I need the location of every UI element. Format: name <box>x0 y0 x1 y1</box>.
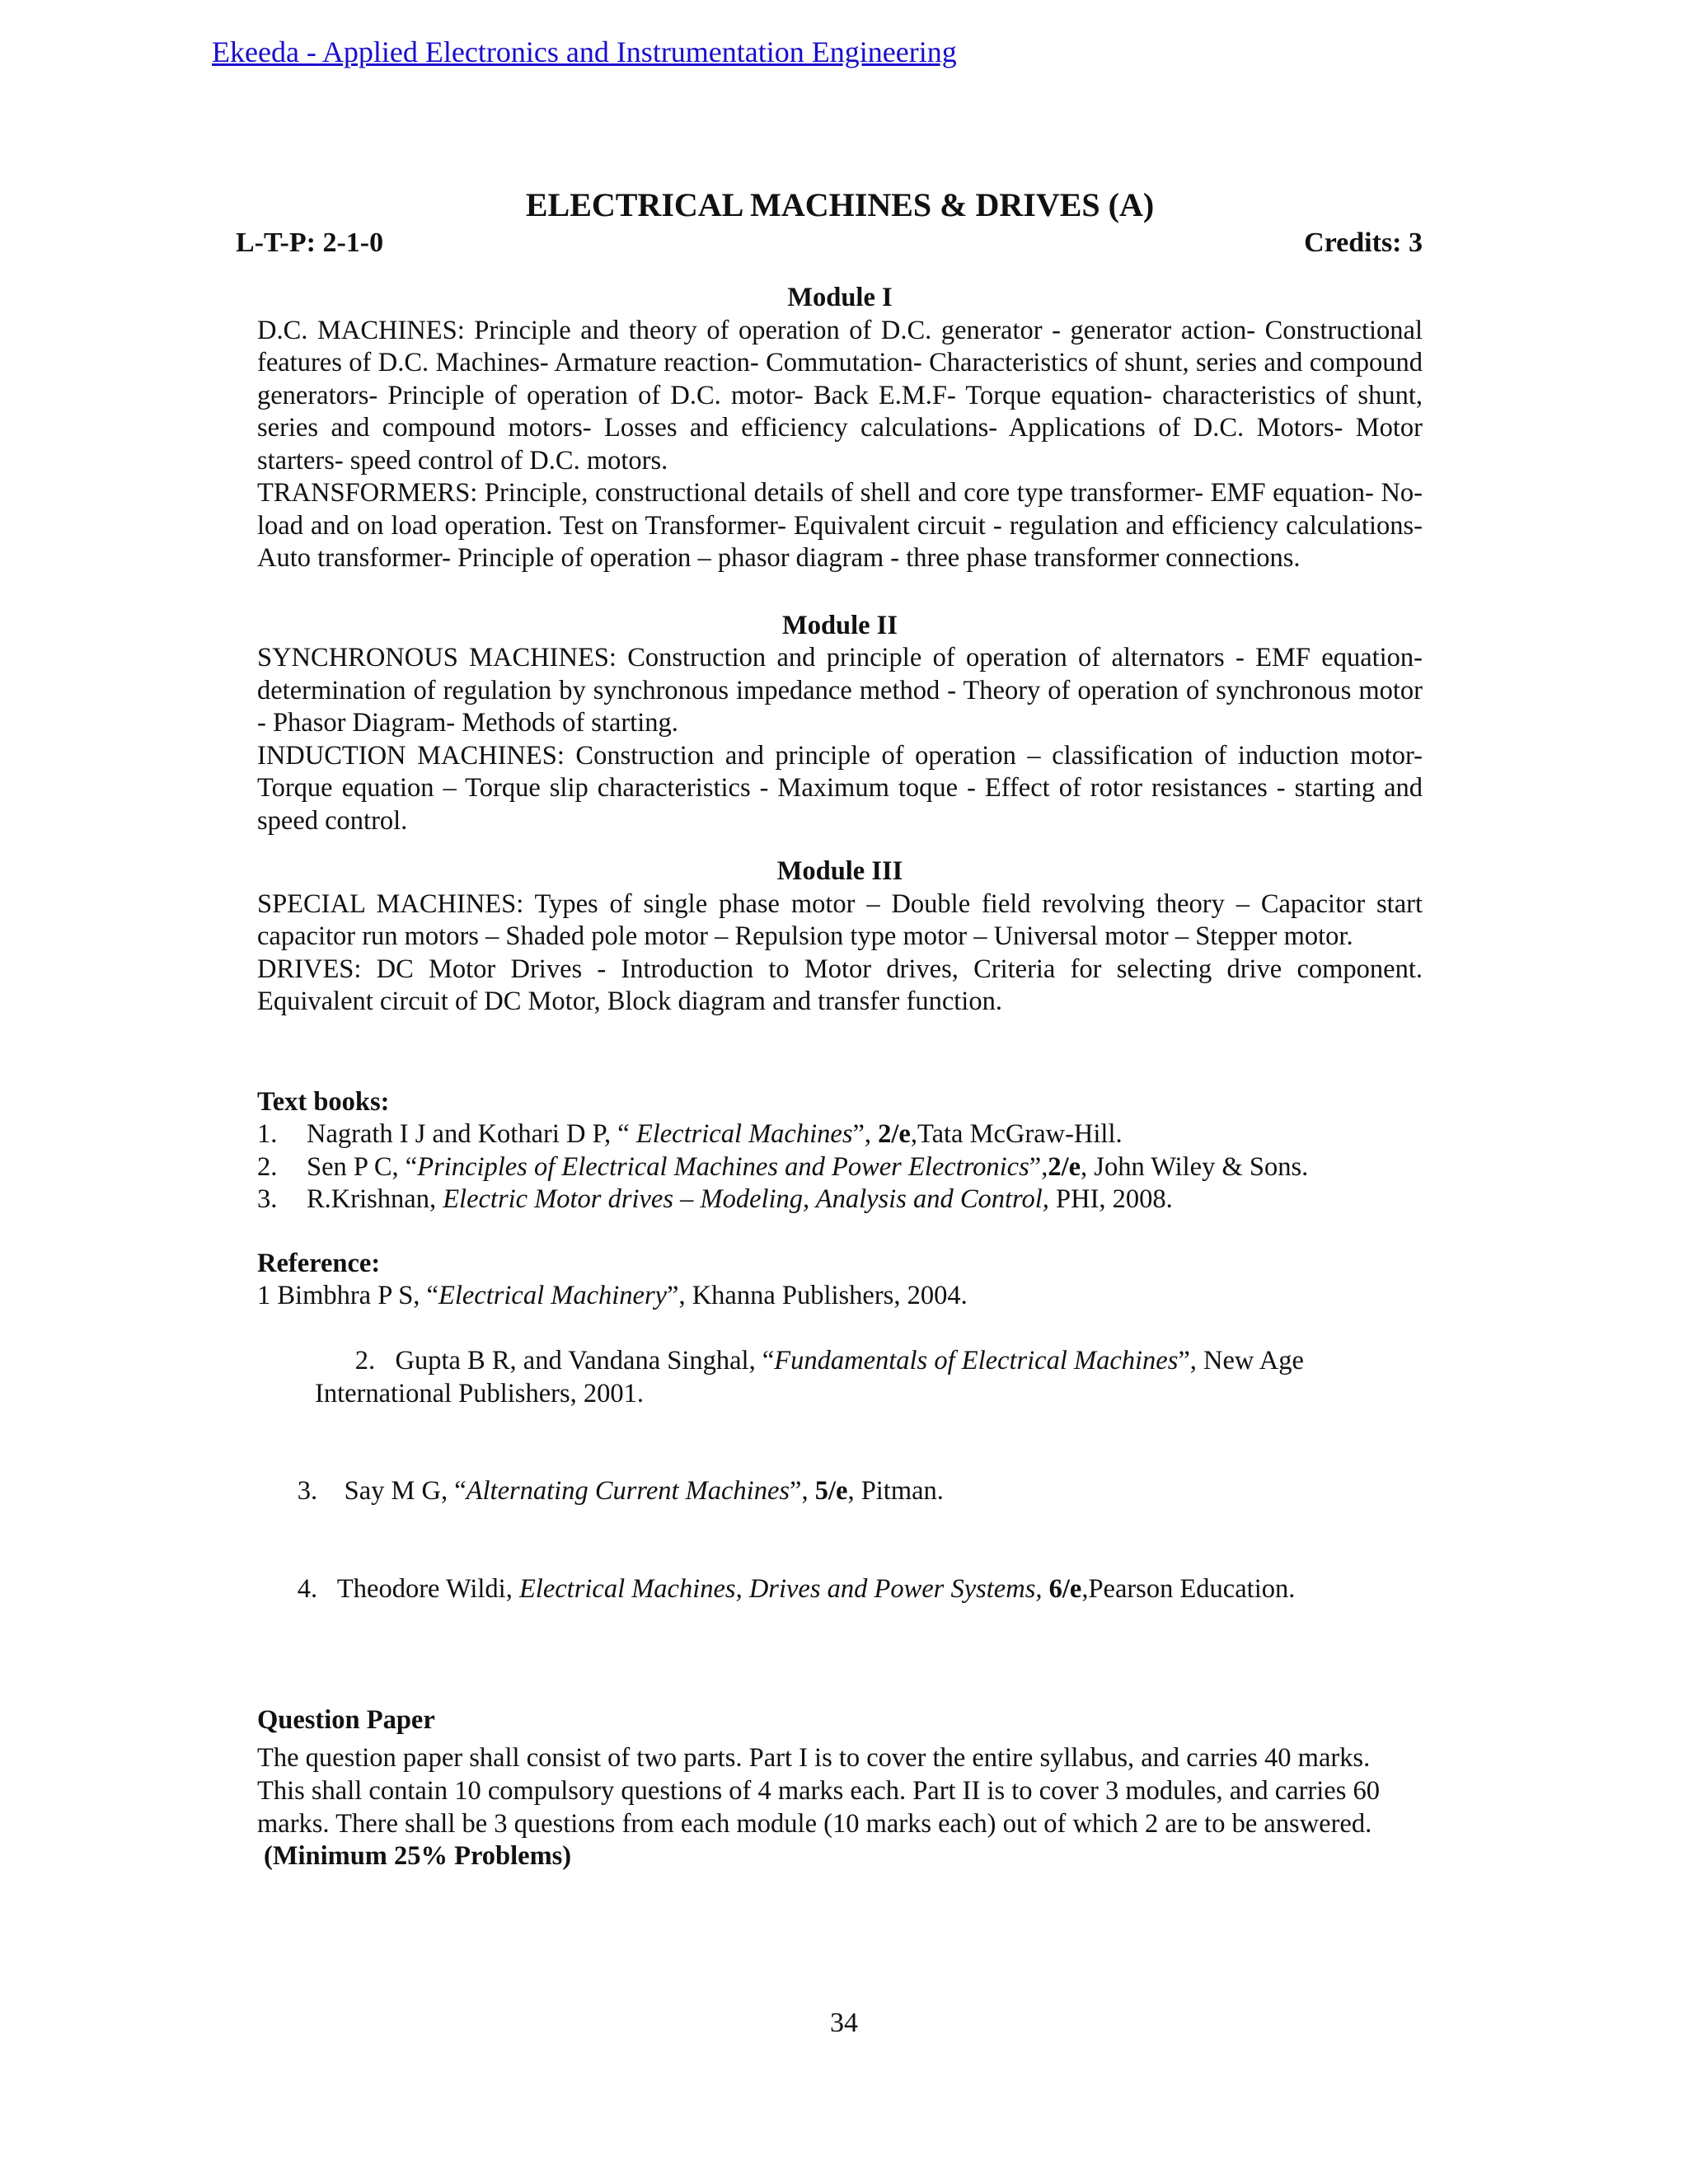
module-3 <box>257 855 1423 1019</box>
module-paragraph: SPECIAL MACHINES: Types of single phase motor – Double field revolving theory – Capacitor start capacitor run motors – Shaded pole motor – Repulsion type motor – Universal motor – Stepper motor. <box>257 888 1423 951</box>
module-paragraph: INDUCTION MACHINES: Construction and principle of operation – classification of induction motor- Torque equation – Torque slip characteristics - Maximum toque - Effect of rotor resistances - starting and speed control. <box>257 740 1423 836</box>
question-paper-section <box>257 1704 1423 1873</box>
module-paragraph: TRANSFORMERS: Principle, constructional details of shell and core type transformer- EMF equation- No-load and on load operation. Test on Transformer- Equivalent circuit - regulation and efficiency calculations- Auto transformer- Principle of operation – phasor diagram - three phase transformer connections. <box>257 478 1423 573</box>
course-meta-row <box>236 226 1423 260</box>
references-heading: Reference: <box>257 1248 381 1278</box>
syllabus-page <box>236 185 1423 1873</box>
module-paragraph: SYNCHRONOUS MACHINES: Construction and principle of operation of alternators - EMF equation- determination of regulation by synchronous impedance method - Theory of operation of synchronous motor - Phasor Diagram- Methods of starting. <box>257 643 1423 738</box>
question-paper-note: (Minimum 25% Problems) <box>264 1841 572 1871</box>
module-paragraph: DRIVES: DC Motor Drives - Introduction to Motor drives, Criteria for selecting drive component. Equivalent circuit of DC Motor, Block diagram and transfer function. <box>257 954 1423 1016</box>
textbook-item: 1. Nagrath I J and Kothari D P, “ Electrical Machines”, 2/e,Tata McGraw-Hill. <box>257 1119 1123 1149</box>
header-link[interactable]: Ekeeda - Applied Electronics and Instrumentation Engineering <box>212 35 957 68</box>
credits-label: Credits: 3 <box>1304 227 1423 258</box>
reference-item: 2. Gupta B R, and Vandana Singhal, “Fundamentals of Electrical Machines”, New Age International Publishers, 2001. <box>315 1346 1311 1408</box>
module-1 <box>257 282 1423 575</box>
textbook-item: 3. R.Krishnan, Electric Motor drives – Modeling, Analysis and Control, PHI, 2008. <box>257 1184 1173 1214</box>
question-paper-text: The question paper shall consist of two parts. Part I is to cover the entire syllabus, and carries 40 marks. This shall contain 10 compulsory questions of 4 marks each. Part II is to cover 3 modules, and carries 60 marks. There shall be 3 questions from each module (10 marks each) out of which 2 are to be answered. <box>257 1743 1380 1839</box>
page-number: 34 <box>830 2008 858 2038</box>
module-title: Module I <box>787 283 893 312</box>
textbook-item: 2. Sen P C, “Principles of Electrical Machines and Power Electronics”,2/e, John Wiley & Sons. <box>257 1151 1309 1182</box>
module-title: Module II <box>782 610 898 640</box>
references-section <box>257 1248 1423 1638</box>
reference-item: 3. Say M G, “Alternating Current Machines”, 5/e, Pitman. <box>297 1476 944 1506</box>
textbooks-heading: Text books: <box>257 1086 390 1117</box>
reference-item: 4. Theodore Wildi, Electrical Machines, Drives and Power Systems, 6/e,Pearson Education. <box>297 1573 1296 1604</box>
question-paper-heading: Question Paper <box>257 1704 435 1735</box>
module-title: Module III <box>776 856 903 886</box>
course-title: ELECTRICAL MACHINES & DRIVES (A) <box>525 186 1155 223</box>
module-paragraph: D.C. MACHINES: Principle and theory of operation of D.C. generator - generator action- Constructional features of D.C. Machines- Armature reaction- Commutation- Characteristics of shunt, series and compound generators- Principle of operation of D.C. motor- Back E.M.F- Torque equation- characteristics of shunt, series and compound motors- Losses and efficiency calculations- Applications of D.C. Motors- Motor starters- speed control of D.C. motors. <box>257 315 1423 476</box>
reference-item: 1 Bimbhra P S, “Electrical Machinery”, Khanna Publishers, 2004. <box>257 1281 968 1310</box>
ltp-label: L-T-P: 2-1-0 <box>236 227 384 258</box>
textbooks-section <box>257 1086 1423 1216</box>
module-2 <box>257 610 1423 838</box>
